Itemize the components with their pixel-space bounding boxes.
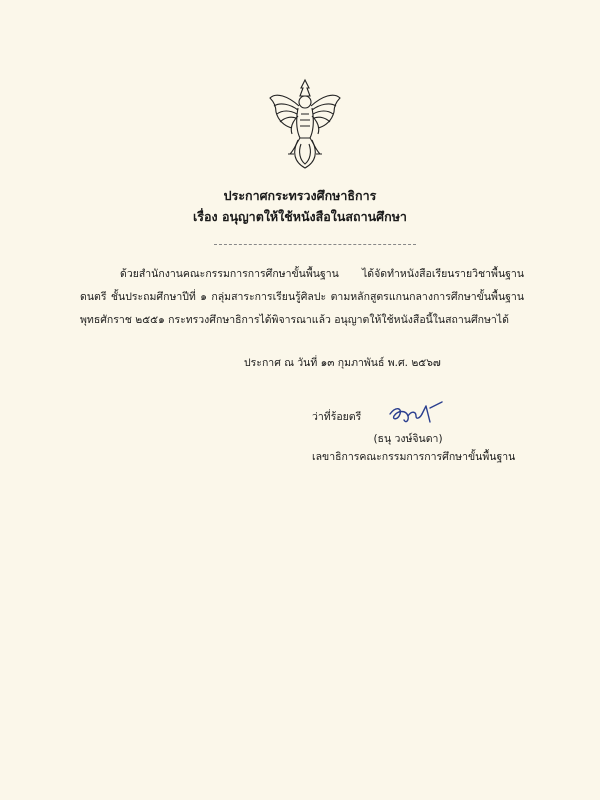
document-title: ประกาศกระทรวงศึกษาธิการ [223, 188, 377, 203]
garuda-emblem-icon [268, 78, 342, 170]
signatory-title: เลขาธิการคณะกรรมการการศึกษาขั้นพื้นฐาน [312, 451, 516, 463]
body-paragraph [80, 263, 524, 332]
document-subject: เรื่อง อนุญาตให้ใช้หนังสือในสถานศึกษา [193, 209, 407, 224]
signatory-rank: ว่าที่ร้อยตรี [312, 411, 362, 423]
body-text: ด้วยสำนักงานคณะกรรมการการศึกษาขั้นพื้นฐาน ได้จัดทำหนังสือเรียนรายวิชาพื้นฐาน ดนตรี ชั้นประถมศึกษาปีที่ ๑ กลุ่มสาระการเรียนรู้ศิลปะ ตามหลักสูตรแกนกลางการศึกษาขั้นพื้นฐาน พุทธศักราช ๒๕๕๑ กระทรวงศึกษาธิการได้พิจารณาแล้ว อนุญาตให้ใช้หนังสือนี้ในสถานศึกษาได้ [80, 268, 524, 326]
dateline: ประกาศ ณ วันที่ ๑๓ กุมภาพันธ์ พ.ศ. ๒๕๖๗ [244, 357, 441, 369]
signatory-name: (ธนุ วงษ์จินดา) [373, 433, 443, 445]
title-divider [214, 244, 416, 245]
handwritten-signature [386, 398, 444, 428]
